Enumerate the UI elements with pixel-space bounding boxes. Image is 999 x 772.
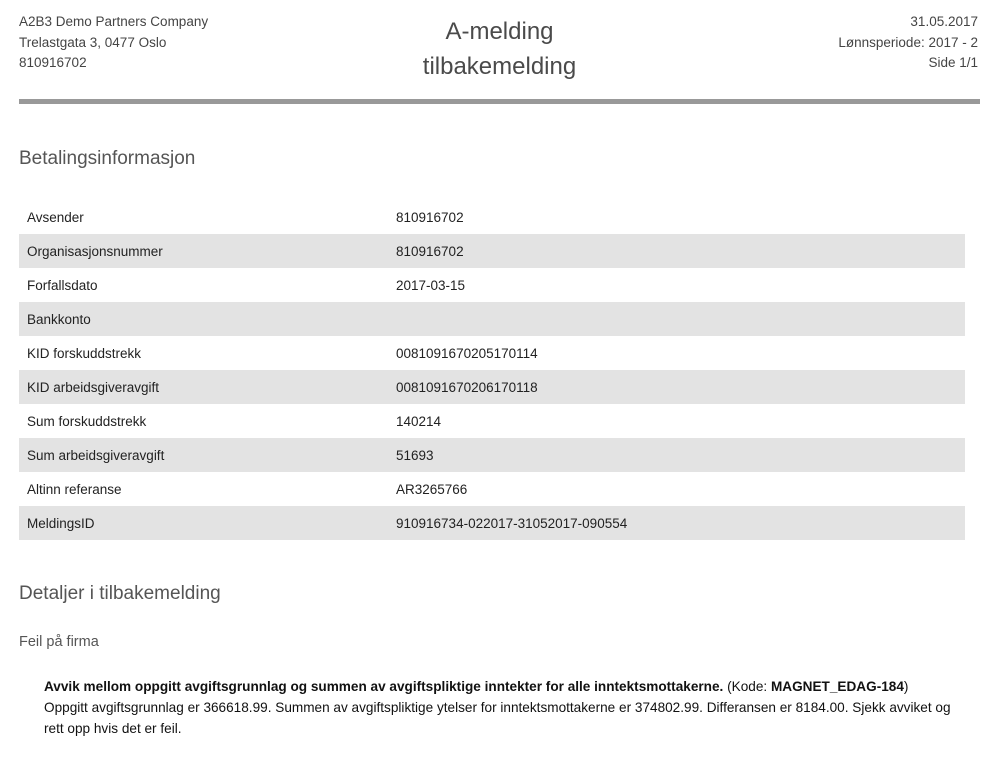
row-value: 2017-03-15 [396, 277, 466, 293]
header-date: 31.05.2017 [910, 14, 978, 29]
payment-table-body [19, 200, 965, 540]
table-row [19, 506, 965, 540]
row-label: MeldingsID [27, 515, 95, 531]
detail-message [44, 676, 969, 697]
page-title-line2: tilbakemelding [422, 53, 577, 80]
row-value: 810916702 [396, 209, 464, 225]
payment-info-table [19, 200, 965, 540]
row-label: Organisasjonsnummer [27, 243, 163, 259]
section-title-payment: Betalingsinformasjon [19, 148, 196, 169]
row-value: 140214 [396, 413, 442, 429]
row-value: 810916702 [396, 243, 464, 259]
row-label: Altinn referanse [27, 481, 122, 497]
row-value: 51693 [396, 447, 434, 463]
row-value: 0081091670205170114 [396, 345, 538, 361]
table-row [19, 336, 965, 370]
table-row [19, 268, 965, 302]
table-row [19, 404, 965, 438]
table-row [19, 472, 965, 506]
company-address: Trelastgata 3, 0477 Oslo [19, 34, 167, 50]
detail-code-prefix: (Kode: [727, 679, 768, 694]
detail-group-title: Feil på firma [19, 634, 99, 650]
header-meta [838, 12, 978, 74]
company-orgnr: 810916702 [19, 55, 87, 70]
table-row [19, 438, 965, 472]
row-value [396, 302, 965, 336]
detail-code-suffix: ) [903, 679, 909, 694]
table-row [19, 200, 965, 234]
row-label: Avsender [27, 209, 84, 225]
document-header [0, 0, 999, 99]
section-title-details: Detaljer i tilbakemelding [19, 583, 221, 604]
page-title-line1: A-melding [445, 18, 554, 45]
table-row [19, 234, 965, 268]
header-divider [19, 99, 980, 104]
row-label: KID forskuddstrekk [27, 345, 142, 361]
header-page-number: Side 1/1 [928, 55, 978, 70]
row-label: Bankkonto [27, 311, 91, 327]
row-value: AR3265766 [396, 481, 468, 497]
row-value: 0081091670206170118 [396, 379, 538, 395]
header-period: Lønnsperiode: 2017 - 2 [838, 34, 978, 50]
row-label: Forfallsdato [27, 277, 98, 293]
company-name: A2B3 Demo Partners Company [19, 14, 209, 29]
row-label: Sum forskuddstrekk [27, 413, 147, 429]
table-row [19, 370, 965, 404]
detail-feedback-block [44, 676, 969, 739]
row-label: KID arbeidsgiveravgift [27, 379, 160, 395]
table-row [19, 302, 965, 336]
detail-message-bold: Avvik mellom oppgitt avgiftsgrunnlag og summen av avgiftspliktige inntekter for alle inntektsmottakerne. [44, 679, 724, 694]
row-label: Sum arbeidsgiveravgift [27, 447, 165, 463]
detail-description: Oppgitt avgiftsgrunnlag er 366618.99. Summen av avgiftspliktige ytelser for inntektsmottakerne er 374802.99. Differansen er 8184.00. Sjekk avviket og rett opp hvis det er feil. [44, 700, 951, 736]
detail-code: MAGNET_EDAG-184 [770, 679, 904, 694]
row-value: 910916734-022017-31052017-090554 [396, 515, 628, 531]
